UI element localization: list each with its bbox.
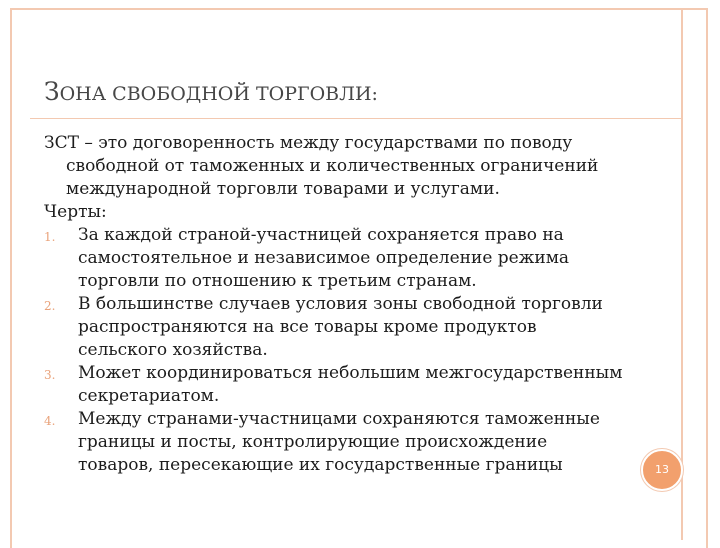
list-item [44, 224, 624, 293]
title-rest: ОНА СВОБОДНОЙ ТОРГОВЛИ: [59, 83, 378, 105]
slide-body [44, 132, 624, 477]
title-underline [30, 118, 682, 119]
list-item-text: В большинстве случаев условия зоны свободной торговли распространяются на все товары кроме продуктов сельского хозяйства. [78, 294, 603, 360]
list-item-number: 4. [44, 414, 56, 428]
title-first-letter: З [44, 77, 60, 106]
list-item-text: Между странами-участницами сохраняются таможенные границы и посты, контролирующие происхождение товаров, пересекающие их государственные границы [78, 409, 600, 475]
features-label: Черты: [44, 202, 107, 222]
page-number-badge: 13 [641, 449, 683, 491]
list-item [44, 362, 624, 408]
definition-text: ЗСТ – это договоренность между государствами по поводу свободной от таможенных и количественных ограничений международной торговли товарами и услугами. [44, 133, 599, 199]
list-item-number: 3. [44, 368, 56, 382]
list-item [44, 408, 624, 477]
list-item-text: Может координироваться небольшим межгосударственным секретариатом. [78, 363, 623, 406]
list-item [44, 293, 624, 362]
list-item-text: За каждой страной-участницей сохраняется право на самостоятельное и независимое определение режима торговли по отношению к третьим странам. [78, 225, 570, 291]
list-item-number: 1. [44, 230, 56, 244]
slide-title [44, 77, 378, 106]
side-divider [681, 8, 683, 540]
features-list [44, 224, 624, 477]
list-item-number: 2. [44, 299, 56, 313]
